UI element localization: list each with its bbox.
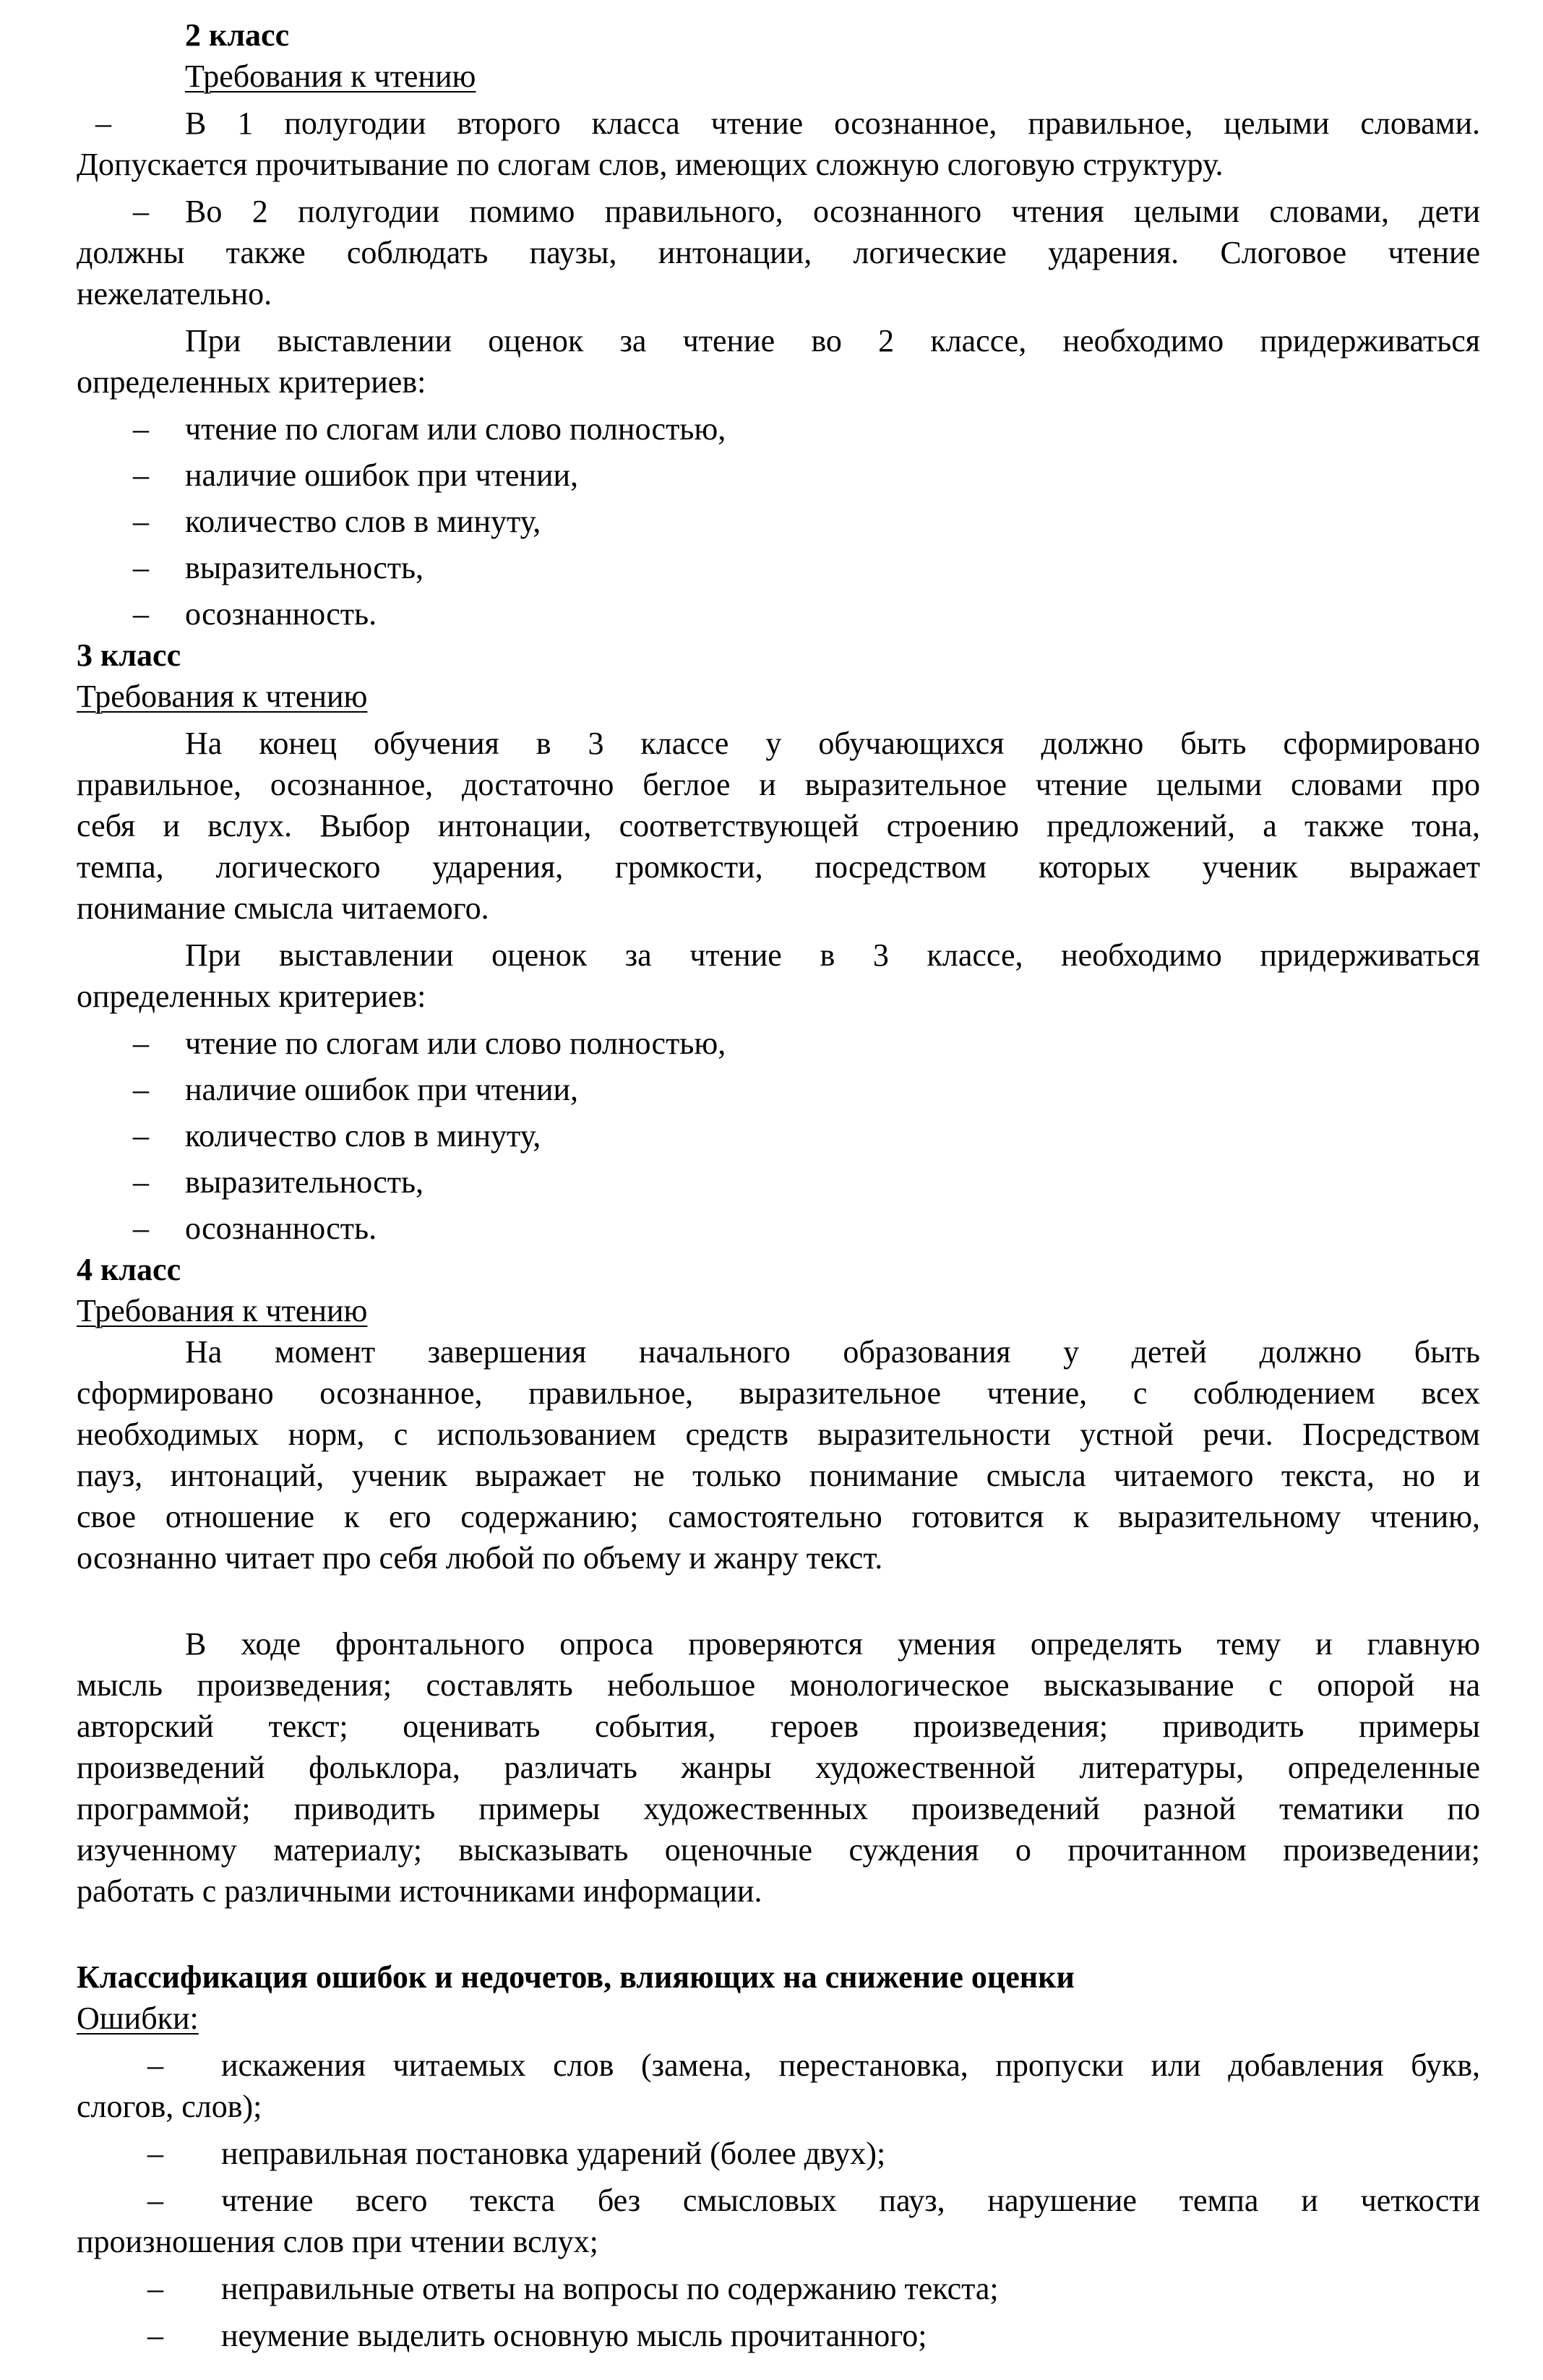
paragraph-line: пауз, интонаций, ученик выражает не только понимание смысла читаемого текста, но и — [77, 1458, 1480, 1493]
errors-heading: Классификация ошибок и недочетов, влияющих на снижение оценки — [77, 1959, 1075, 1995]
list-item-text: наличие ошибок при чтении, — [185, 1072, 578, 1107]
grade-3-criteria-list — [77, 1023, 1480, 1249]
paragraph-line: определенных критериев: — [77, 364, 426, 400]
list-item-text: выразительность, — [185, 1164, 424, 1200]
error-item-4 — [77, 2268, 1480, 2309]
paragraph-line: На момент завершения начального образования у детей должно быть — [185, 1334, 1480, 1370]
dash-marker: – — [95, 106, 111, 141]
list-item — [77, 455, 1480, 496]
paragraph-line: искажения читаемых слов (замена, перестановка, пропуски или добавления букв, — [221, 2048, 1480, 2083]
paragraph-line: определенных критериев: — [77, 979, 426, 1014]
list-item-text: наличие ошибок при чтении, — [185, 457, 578, 493]
paragraph-line: осознанно читает про себя любой по объему и жанру текст. — [77, 1540, 883, 1576]
paragraph-line: правильное, осознанное, достаточно беглое и выразительное чтение целыми словами про — [77, 767, 1480, 802]
grade-3-paragraph-2 — [77, 935, 1480, 1017]
dash-marker: – — [147, 2136, 163, 2171]
list-item — [77, 408, 1480, 450]
paragraph-line: свое отношение к его содержанию; самостоятельно готовится к выразительному чтению, — [77, 1499, 1480, 1534]
paragraph-line: чтение всего текста без смысловых пауз, нарушение темпа и четкости — [221, 2183, 1480, 2218]
grade-2-heading: 2 класс — [185, 17, 290, 53]
dash-marker: – — [133, 194, 149, 229]
paragraph-line: произведений фольклора, различать жанры художественной литературы, определенные — [77, 1750, 1480, 1785]
survey-paragraph — [77, 1623, 1480, 1912]
grade-3-section — [77, 635, 1480, 1249]
dash-marker: – — [133, 1211, 149, 1246]
grade-4-heading: 4 класс — [77, 1252, 181, 1287]
list-item-text: выразительность, — [185, 550, 424, 585]
errors-subheading: Ошибки: — [77, 2001, 199, 2036]
grade-4-section — [77, 1249, 1480, 1578]
grade-3-paragraph-1 — [77, 723, 1480, 929]
dash-marker: – — [133, 1072, 149, 1107]
paragraph-line: мысль произведения; составлять небольшое монологическое высказывание с опорой на — [77, 1667, 1480, 1703]
grade-4-paragraph-1 — [77, 1331, 1480, 1578]
error-item-1 — [77, 2045, 1480, 2127]
paragraph-line: себя и вслух. Выбор интонации, соответствующей строению предложений, а также тона, — [77, 808, 1480, 843]
grade-2-subheading: Требования к чтению — [185, 59, 476, 94]
paragraph-line: нежелательно. — [77, 276, 272, 312]
paragraph-line: должны также соблюдать паузы, интонации, логические ударения. Слоговое чтение — [77, 235, 1480, 270]
grade-2-paragraph-2 — [77, 191, 1480, 314]
paragraph-line: произношения слов при чтении вслух; — [77, 2224, 598, 2259]
dash-marker: – — [133, 596, 149, 632]
paragraph-line: темпа, логического ударения, громкости, посредством которых ученик выражает — [77, 849, 1480, 885]
dash-marker: – — [133, 550, 149, 585]
list-item-text: чтение по слогам или слово полностью, — [185, 1026, 726, 1061]
dash-marker: – — [147, 2048, 163, 2083]
list-item — [77, 1115, 1480, 1156]
error-item-5 — [77, 2315, 1480, 2356]
paragraph-line: Допускается прочитывание по слогам слов, имеющих сложную слоговую структуру. — [77, 147, 1224, 182]
paragraph-line: При выставлении оценок за чтение во 2 классе, необходимо придерживаться — [185, 323, 1480, 358]
paragraph-line: необходимых норм, с использованием средств выразительности устной речи. Посредством — [77, 1417, 1480, 1452]
list-item-text: количество слов в минуту, — [185, 504, 541, 539]
list-item — [77, 1069, 1480, 1110]
list-item — [77, 501, 1480, 542]
paragraph-line: сформировано осознанное, правильное, выразительное чтение, с соблюдением всех — [77, 1375, 1480, 1411]
paragraph-line: При выставлении оценок за чтение в 3 классе, необходимо придерживаться — [185, 937, 1480, 973]
error-item-2 — [77, 2133, 1480, 2174]
list-item-text: чтение по слогам или слово полностью, — [185, 411, 726, 447]
list-item — [77, 1161, 1480, 1203]
dash-marker: – — [133, 411, 149, 447]
dash-marker: – — [133, 1026, 149, 1061]
grade-2-paragraph-1 — [77, 103, 1480, 185]
paragraph-line: программой; приводить примеры художественных произведений разной тематики по — [77, 1791, 1480, 1826]
paragraph-line: На конец обучения в 3 классе у обучающихся должно быть сформировано — [185, 726, 1480, 761]
error-item-3 — [77, 2180, 1480, 2262]
list-item — [77, 593, 1480, 635]
paragraph-line: неумение выделить основную мысль прочитанного; — [221, 2318, 927, 2353]
paragraph-line: неправильная постановка ударений (более двух); — [221, 2136, 886, 2171]
list-item — [77, 547, 1480, 588]
grade-4-subheading: Требования к чтению — [77, 1293, 368, 1328]
paragraph-line: работать с различными источниками информации. — [77, 1873, 762, 1909]
dash-marker: – — [147, 2271, 163, 2306]
list-item-text: осознанность. — [185, 1211, 377, 1246]
paragraph-line: слогов, слов); — [77, 2089, 262, 2124]
grade-3-heading: 3 класс — [77, 637, 181, 673]
dash-marker: – — [147, 2183, 163, 2218]
list-item — [77, 1208, 1480, 1249]
paragraph-line: авторский текст; оценивать события, героев произведения; приводить примеры — [77, 1709, 1480, 1744]
list-item — [77, 1023, 1480, 1064]
paragraph-line: В ходе фронтального опроса проверяются умения определять тему и главную — [185, 1626, 1480, 1662]
errors-section — [77, 1956, 1480, 2356]
paragraph-line: понимание смысла читаемого. — [77, 890, 489, 926]
grade-2-section — [77, 14, 1480, 635]
paragraph-line: Во 2 полугодии помимо правильного, осознанного чтения целыми словами, дети — [185, 194, 1480, 229]
grade-2-paragraph-3 — [77, 320, 1480, 403]
document-page — [77, 14, 1480, 2356]
dash-marker: – — [133, 1164, 149, 1200]
paragraph-line: В 1 полугодии второго класса чтение осознанное, правильное, целыми словами. — [185, 106, 1480, 141]
list-item-text: осознанность. — [185, 596, 377, 632]
grade-2-criteria-list — [77, 408, 1480, 635]
dash-marker: – — [133, 504, 149, 539]
dash-marker: – — [133, 1118, 149, 1154]
grade-3-subheading: Требования к чтению — [77, 679, 368, 714]
paragraph-line: неправильные ответы на вопросы по содержанию текста; — [221, 2271, 999, 2306]
dash-marker: – — [147, 2318, 163, 2353]
paragraph-line: изученному материалу; высказывать оценочные суждения о прочитанном произведении; — [77, 1832, 1480, 1868]
dash-marker: – — [133, 457, 149, 493]
list-item-text: количество слов в минуту, — [185, 1118, 541, 1154]
